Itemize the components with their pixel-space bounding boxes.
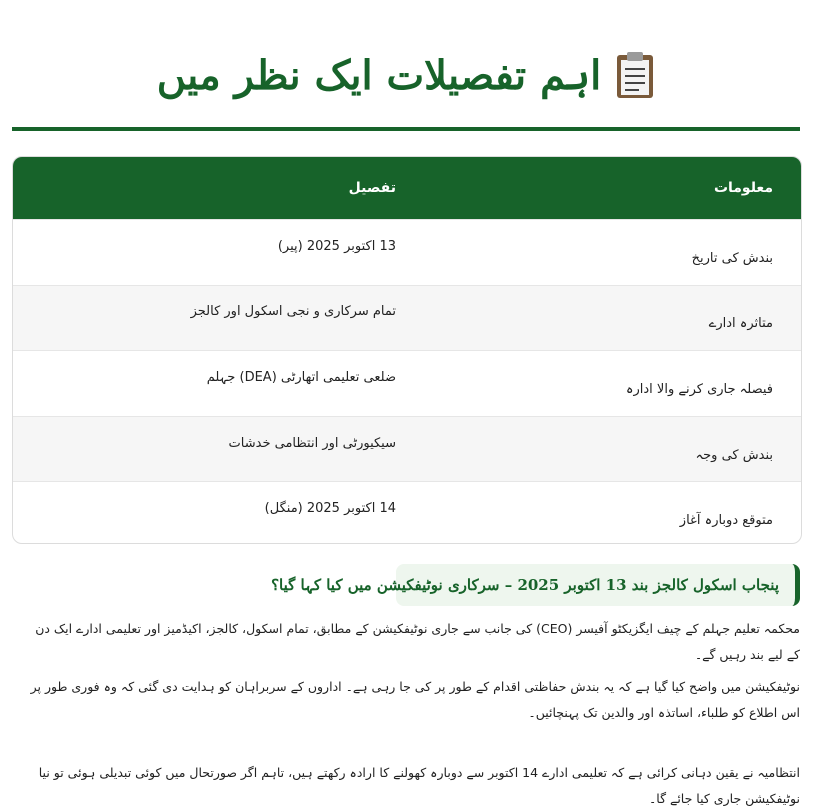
table-header: [13, 157, 801, 219]
row-label: متوقع دوبارہ آغاز: [679, 513, 773, 529]
paragraph: محکمہ تعلیم جہلم کے چیف ایگزیکٹو آفیسر (CEO) کی جانب سے جاری نوٹیفکیشن کے مطابق، تمام اسکول، کالجز، اکیڈمیز اور تعلیمی ادارے ایک دن کے لیے بند رہیں گے۔: [35, 621, 800, 662]
row-value: ضلعی تعلیمی اتھارٹی (DEA) جہلم: [206, 369, 396, 385]
row-label: فیصلہ جاری کرنے والا ادارہ: [625, 381, 773, 397]
header-info: معلومات: [713, 180, 773, 196]
row-label: متاثرہ ادارے: [708, 316, 773, 332]
clipboard-icon: [615, 50, 655, 100]
table-row: [13, 481, 801, 544]
title-divider: [12, 127, 800, 131]
table-row: [13, 285, 801, 351]
row-value: سیکیورٹی اور انتظامی خدشات: [228, 435, 396, 451]
section-heading-box: [271, 564, 800, 606]
table-row: [13, 350, 801, 416]
table-row: [13, 416, 801, 482]
section-heading: پنجاب اسکول کالجز بند 13 اکتوبر 2025 – سرکاری نوٹیفکیشن میں کیا کہا گیا؟: [271, 576, 779, 594]
table-row: [13, 219, 801, 285]
header-detail: تفصیل: [348, 180, 396, 196]
row-label: بندش کی وجہ: [695, 447, 773, 463]
row-label: بندش کی تاریخ: [691, 250, 773, 266]
row-value: 13 اکتوبر 2025 (پیر): [277, 238, 396, 254]
paragraph: انتظامیہ نے یقین دہانی کرائی ہے کہ تعلیمی ادارے 14 اکتوبر سے دوبارہ کھولنے کا ارادہ رکھتے ہیں، تاہم اگر صورتحال میں کوئی تبدیلی ہوئی تو نیا نوٹیفکیشن جاری کیا جائے گا۔: [38, 765, 800, 806]
paragraph: نوٹیفکیشن میں واضح کیا گیا ہے کہ یہ بندش حفاظتی اقدام کے طور پر کی جا رہی ہے۔ اداروں کے سربراہان کو ہدایت دی گئی کہ وہ فوری طور پر اس اطلاع کو طلباء، اساتذہ اور والدین تک پہنچائیں۔: [30, 679, 800, 720]
page-title: اہم تفصیلات ایک نظر میں: [156, 51, 602, 99]
row-value: تمام سرکاری و نجی اسکول اور کالجز: [190, 304, 396, 320]
details-table: [12, 156, 802, 544]
page-header: [12, 40, 800, 110]
row-value: 14 اکتوبر 2025 (منگل): [264, 501, 396, 517]
